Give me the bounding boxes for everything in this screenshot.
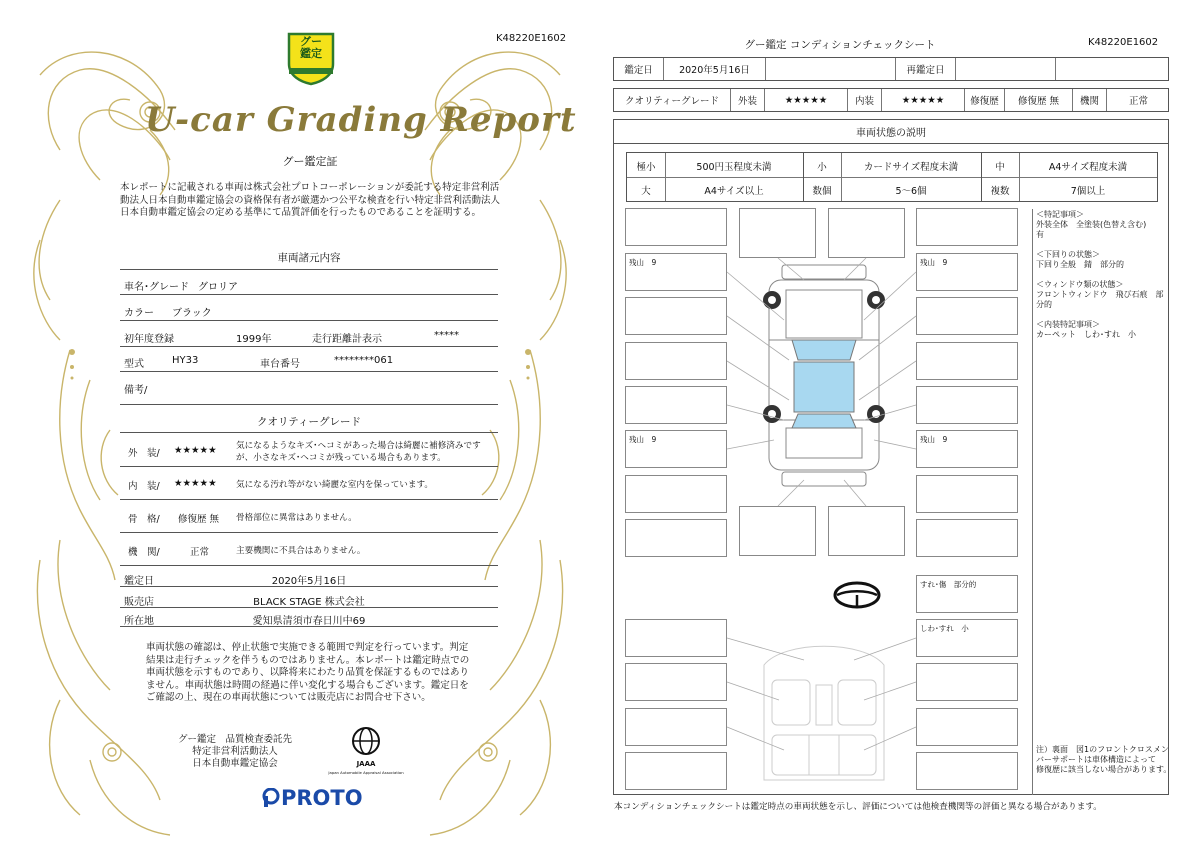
certificate-subtitle: グー鑑定証	[282, 155, 338, 168]
note-line: 有	[1036, 230, 1044, 239]
note-line: フロントウィンドウ 飛び石痕 部	[1036, 290, 1164, 299]
legend-value: A4サイズ以上	[704, 186, 764, 197]
jaaa-subtext: Japan Automobile Appraisal Association	[328, 770, 404, 775]
note-line	[1036, 240, 1164, 250]
exterior-label: 外 装/	[128, 448, 160, 459]
interior-stars: ★★★★★	[882, 89, 965, 111]
exterior-label: 外装	[731, 89, 765, 111]
date-row	[120, 567, 498, 587]
engine-label: 機関	[1073, 89, 1107, 111]
note-line: ＜下回りの状態＞	[1036, 250, 1100, 259]
specs-heading: 車両諸元内容	[277, 252, 341, 264]
engine-value: 正常	[1128, 96, 1148, 107]
tread-front-right: 残山 9	[920, 258, 948, 267]
legend-key: 中	[995, 162, 1005, 173]
jaaa-text: JAAA	[356, 760, 376, 768]
car-name-value: グロリア	[198, 282, 238, 293]
date-value: 2020年5月16日	[271, 576, 347, 587]
odometer-label: 走行距離計表示	[312, 334, 382, 345]
car-name-label: 車名･グレード	[124, 282, 189, 293]
date-label: 鑑定日	[614, 58, 664, 80]
legend-value: カードサイズ程度未満	[863, 162, 959, 173]
note-line: 下回り全般 錆 部分的	[1036, 260, 1124, 269]
note-line: 分的	[1036, 300, 1052, 309]
proto-mark-icon	[262, 788, 280, 808]
report-title: U-car Grading Report	[145, 100, 577, 140]
dealer-value: BLACK STAGE 株式会社	[253, 597, 365, 608]
grade-row-frame	[120, 501, 498, 533]
interior-stars: ★★★★★	[174, 478, 217, 489]
divider	[1032, 209, 1033, 795]
dealer-row	[120, 588, 498, 608]
note-line	[1036, 270, 1164, 280]
proto-wordmark: PROTO	[281, 786, 363, 810]
reinspection-value	[956, 58, 1056, 80]
location-value: 愛知県清須市春日川中69	[252, 616, 366, 627]
note-line: ＜内装特記事項＞	[1036, 320, 1100, 329]
legend-key: 複数	[990, 186, 1010, 197]
first-registration-value: 1999年	[236, 334, 272, 345]
legend-key: 数個	[812, 186, 832, 197]
tread-rear-left: 残山 9	[629, 435, 657, 444]
repair-history-value: 修復歴 無	[1005, 89, 1073, 111]
footnote	[1036, 745, 1171, 775]
sheet-disclaimer: 本コンディションチェックシートは鑑定時点の車両状態を示し、評価については他検査機関等の評価と異なる場合があります。	[614, 802, 1102, 812]
date-table	[613, 57, 1169, 81]
org-line-3: 日本自動車鑑定協会	[192, 758, 278, 769]
proto-logo	[262, 785, 363, 811]
note-line: 外装全体 全塗装(色替え含む)	[1036, 220, 1147, 229]
certificate-number: K48220E1602	[496, 33, 567, 44]
remarks-label: 備考/	[124, 385, 148, 396]
grade-row-interior	[120, 468, 498, 500]
goo-kantei-logo	[283, 30, 339, 86]
date-label: 鑑定日	[124, 576, 154, 587]
jaaa-logo	[328, 726, 404, 780]
grade-heading: クオリティーグレード	[257, 416, 361, 428]
spec-row-registration	[120, 322, 498, 347]
grade-row-engine	[120, 534, 498, 566]
exterior-stars: ★★★★★	[174, 445, 217, 456]
model-label: 型式	[124, 359, 144, 370]
color-label: カラー	[124, 308, 154, 319]
vehicle-state-panel	[613, 119, 1172, 795]
spec-row-remarks	[120, 373, 498, 405]
location-label: 所在地	[124, 616, 154, 627]
intro-paragraph: 本レポートに記載される車両は株式会社プロトコーポレーションが委託する特定非営利活動法人日本自動車鑑定協会の資格保有者が厳選かつ公平な検査を行い特定非営利活動法人日本自動車鑑定協会の定める基準にて品質評価を行ったものであることを証明する。	[120, 182, 501, 218]
chassis-label: 車台番号	[260, 359, 300, 370]
quality-grade-label: クオリティーグレード	[614, 89, 731, 111]
special-notes	[1036, 210, 1164, 340]
org-line-1: グー鑑定 品質検査委託先	[177, 734, 292, 745]
exterior-description-1: 気になるようなキズ･ヘコミがあった場合は綺麗に補修済みです	[236, 441, 481, 451]
sheet-title: グー鑑定 コンディションチェックシート	[744, 39, 936, 51]
globe-icon	[351, 726, 381, 756]
engine-value: 正常	[190, 547, 210, 558]
tread-rear-right: 残山 9	[920, 435, 948, 444]
empty-cell	[766, 58, 896, 80]
note-line: ＜ウィンドウ類の状態＞	[1036, 280, 1124, 289]
legend-key: 小	[817, 162, 827, 173]
location-row	[120, 609, 498, 627]
legend-value: A4サイズ程度未満	[1048, 162, 1128, 173]
legend-value: 5〜6個	[895, 186, 927, 197]
empty-cell	[1056, 58, 1170, 80]
color-value: ブラック	[172, 308, 212, 319]
legend-value: 7個以上	[1070, 186, 1106, 197]
interior-label: 内装	[848, 89, 882, 111]
leader-lines	[614, 120, 1032, 796]
first-registration-label: 初年度登録	[124, 334, 174, 345]
interior-label: 内 装/	[128, 481, 160, 492]
note-line	[1036, 310, 1164, 320]
date-value: 2020年5月16日	[664, 58, 766, 80]
frame-description: 骨格部位に異常はありません。	[236, 513, 357, 523]
steering-note: すれ･傷 部分的	[920, 580, 977, 589]
organization-info	[160, 734, 310, 770]
legend-key: 大	[641, 186, 651, 197]
footnote-line: 修復歴に該当しない場合があります。	[1036, 765, 1172, 774]
chassis-value: ********061	[334, 355, 394, 366]
org-line-2: 特定非営利活動法人	[192, 746, 278, 757]
footer-notice: 車両状態の確認は、停止状態で実施できる範囲で判定を行っています。判定結果は走行チェックを伴うものではありません。本レポートは鑑定時点での車両状態を示すものであり、以降将来にわたり品質を保証するものではありません。車両状態は時間の経過に伴い変化する場合もございます。鑑定日をご確認の上、現在の車両状態については販売店にお問合せ下さい。	[146, 642, 470, 703]
sheet-number: K48220E1602	[1088, 37, 1159, 48]
exterior-description-2: が、小さなキズ･ヘコミが残っている場合もあります。	[236, 453, 446, 463]
spec-row-model	[120, 347, 498, 372]
engine-description: 主要機関に不具合はありません。	[236, 546, 366, 556]
note-line: ＜特記事項＞	[1036, 210, 1084, 219]
legend-value: 500円玉程度未満	[696, 162, 772, 173]
note-line: カーペット しわ･すれ 小	[1036, 330, 1136, 339]
repair-history-label: 修復歴	[965, 89, 1005, 111]
tread-front-left: 残山 9	[629, 258, 657, 267]
frame-label: 骨 格/	[128, 514, 160, 525]
grade-row-exterior	[120, 433, 498, 467]
vehicle-diagram	[614, 120, 1032, 796]
dealer-label: 販売店	[124, 597, 154, 608]
model-value: HY33	[172, 355, 199, 366]
quality-grade-table	[613, 88, 1169, 112]
seat-note: しわ･すれ 小	[920, 624, 969, 633]
reinspection-label: 再鑑定日	[896, 58, 956, 80]
condition-check-sheet	[600, 0, 1200, 848]
interior-description: 気になる汚れ等がない綺麗な室内を保っています。	[236, 480, 433, 490]
spec-row-car-name	[120, 270, 498, 295]
logo-text: グー 鑑定	[300, 35, 322, 60]
frame-value: 修復歴 無	[178, 514, 220, 525]
spec-row-color	[120, 296, 498, 321]
footnote-line: バーサポートは車体構造によって	[1036, 755, 1156, 764]
footnote-line: 注）裏面 図1のフロントクロスメン	[1036, 745, 1169, 754]
state-heading: 車両状態の説明	[614, 120, 1168, 144]
exterior-stars: ★★★★★	[765, 89, 848, 111]
odometer-value: *****	[434, 330, 459, 341]
engine-label: 機 関/	[128, 547, 160, 558]
legend-key: 極小	[636, 162, 656, 173]
